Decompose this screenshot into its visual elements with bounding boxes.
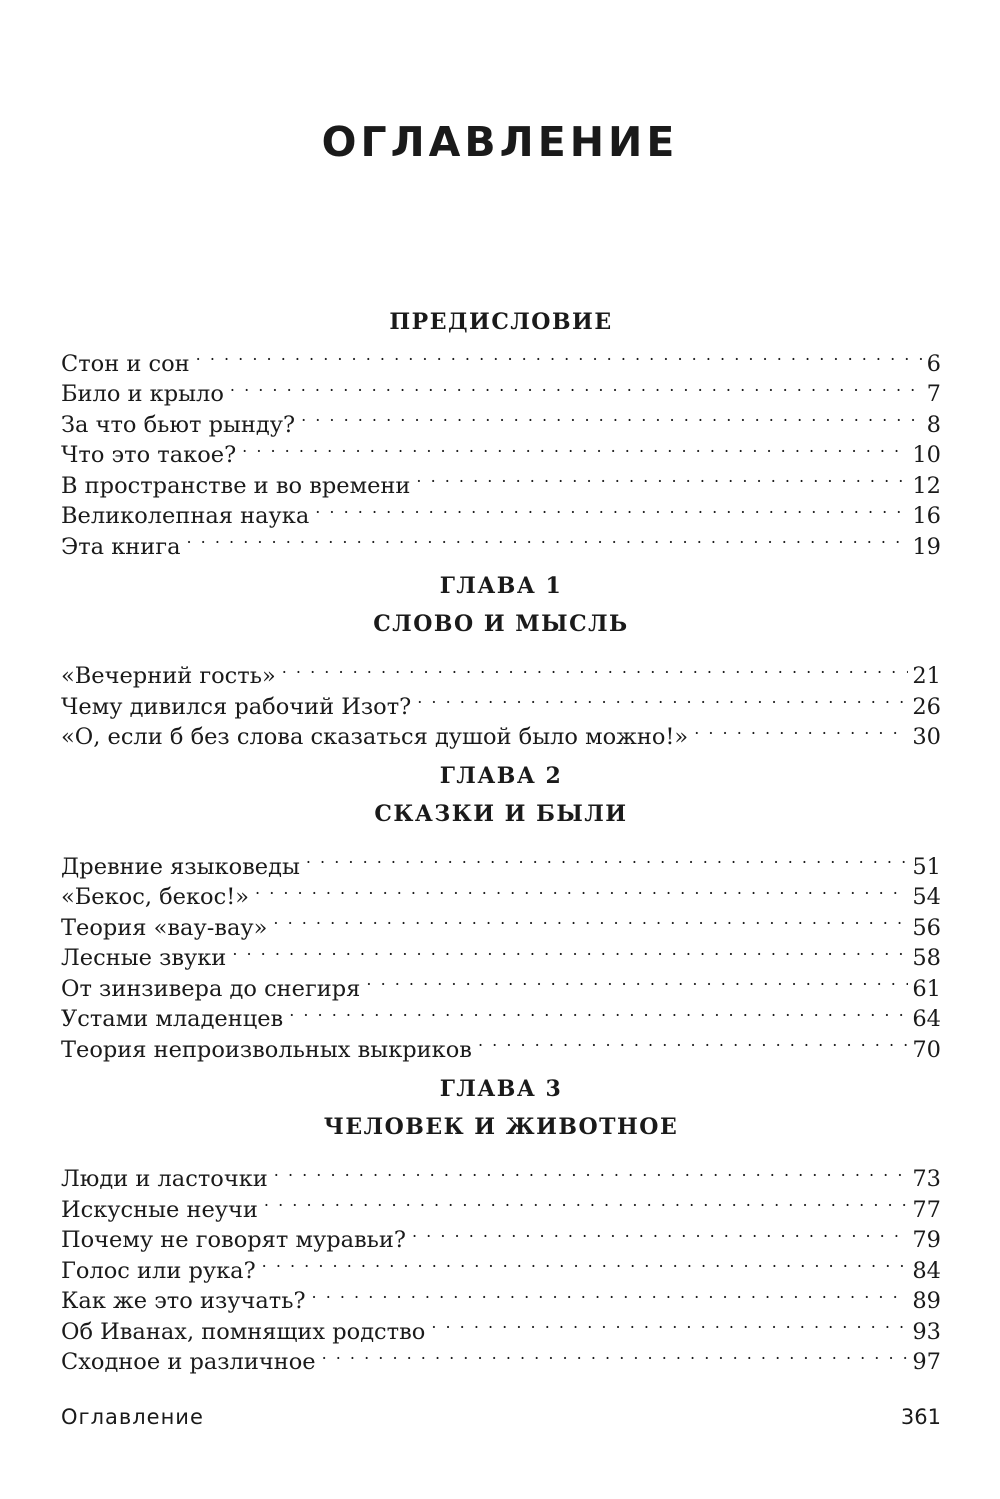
toc-entry-title: Древние языковеды [61, 853, 300, 880]
toc-entry-title: Что это такое? [61, 442, 237, 468]
toc-entry-page: 10 [912, 442, 941, 468]
dot-leader [431, 1308, 908, 1339]
dot-leader [232, 935, 908, 966]
toc-entry-title: Теория «вау-вау» [61, 914, 268, 941]
toc-entry-page: 79 [912, 1227, 941, 1253]
toc-entry-page: 64 [912, 1006, 941, 1032]
section-title: ЧЕЛОВЕК И ЖИВОТНОЕ [323, 1113, 679, 1140]
toc-entry-title: Лесные звуки [61, 945, 227, 971]
toc-entry-page: 97 [912, 1349, 941, 1375]
section-title: ПРЕДИСЛОВИЕ [389, 309, 613, 335]
dot-leader [315, 493, 908, 524]
toc-entry-page: 89 [912, 1288, 941, 1314]
toc-entry-title: От зинзивера до снегиря [61, 975, 361, 1002]
running-footer-label: Оглавление [61, 1405, 204, 1429]
toc-entry-page: 70 [912, 1036, 941, 1063]
toc-entry-page: 73 [912, 1166, 941, 1192]
dot-leader [366, 965, 908, 996]
toc-entry-page: 56 [912, 914, 941, 941]
toc-entry-title: Сходное и различное [61, 1349, 316, 1375]
section-title: СЛОВО И МЫСЛЬ [373, 610, 629, 637]
page-title: ОГЛАВЛЕНИЕ [321, 118, 679, 166]
page-number: 361 [900, 1405, 941, 1429]
toc-entry-page: 21 [912, 663, 941, 689]
dot-leader [306, 843, 908, 874]
toc-entry-page: 6 [926, 350, 941, 377]
toc-section-chapter-1 [61, 571, 941, 750]
table-of-contents [61, 307, 941, 1386]
toc-entry-title: Искусные неучи [61, 1196, 258, 1223]
dot-leader [187, 523, 909, 554]
dot-leader [255, 874, 908, 905]
toc-entry-page: 16 [912, 503, 941, 529]
toc-entry-page: 54 [912, 884, 941, 910]
toc-entry-page: 61 [912, 975, 941, 1002]
dot-leader [273, 904, 908, 935]
toc-entry-title: Великолепная наука [61, 503, 310, 529]
toc-entry-title: «О, если б без слова сказаться душой было можно!» [61, 724, 689, 750]
toc-entry-title: «Бекос, бекос!» [61, 884, 250, 910]
dot-leader [264, 1186, 908, 1217]
toc-entry-title: Стон и сон [61, 350, 190, 377]
toc-entry-title: Как же это изучать? [61, 1288, 306, 1314]
toc-section-chapter-3 [61, 1074, 941, 1375]
toc-entry-title: Об Иванах, помнящих родство [61, 1318, 426, 1345]
toc-entry-page: 93 [912, 1318, 941, 1345]
chapter-number: ГЛАВА 3 [439, 1075, 563, 1102]
toc-entry[interactable] [61, 371, 941, 407]
toc-entry-title: Било и крыло [61, 381, 224, 407]
dot-leader [274, 1156, 909, 1187]
toc-entry[interactable] [61, 653, 941, 689]
dot-leader [312, 1278, 909, 1309]
chapter-number: ГЛАВА 2 [439, 763, 563, 789]
toc-entry-page: 12 [912, 472, 941, 499]
toc-entry[interactable] [61, 340, 941, 377]
toc-entry-page: 84 [912, 1257, 941, 1284]
toc-entry-page: 8 [926, 411, 941, 438]
toc-entry[interactable] [61, 523, 941, 560]
toc-entry-page: 26 [912, 693, 941, 720]
dot-leader [289, 996, 908, 1027]
dot-leader [196, 340, 923, 371]
toc-entry-title: Голос или рука? [61, 1257, 256, 1284]
toc-entry-page: 7 [926, 381, 941, 407]
toc-entry-title: В пространстве и во времени [61, 472, 411, 499]
toc-entry-title: «Вечерний гость» [61, 663, 276, 689]
dot-leader [412, 1217, 908, 1248]
toc-entry-title: Эта книга [61, 533, 181, 560]
toc-section-preface [61, 307, 941, 560]
toc-entry-title: За что бьют рынду? [61, 411, 296, 438]
dot-leader [417, 683, 908, 714]
chapter-number: ГЛАВА 1 [439, 572, 563, 599]
dot-leader [478, 1026, 908, 1057]
dot-leader [322, 1339, 909, 1370]
toc-entry[interactable] [61, 843, 941, 880]
toc-entry-page: 58 [912, 945, 941, 971]
toc-section-chapter-2 [61, 761, 941, 1063]
dot-leader [282, 653, 909, 684]
toc-entry-title: Устами младенцев [61, 1006, 284, 1032]
dot-leader [301, 401, 923, 432]
dot-leader [416, 462, 908, 493]
toc-entry-title: Чему дивился рабочий Изот? [61, 693, 412, 720]
toc-entry-title: Теория непроизвольных выкриков [61, 1036, 472, 1063]
section-title: СКАЗКИ И БЫЛИ [374, 801, 628, 827]
toc-entry-title: Люди и ласточки [61, 1166, 268, 1192]
toc-entry-title: Почему не говорят муравьи? [61, 1227, 406, 1253]
dot-leader [242, 432, 908, 463]
toc-entry-page: 30 [912, 724, 941, 750]
toc-entry-page: 77 [912, 1196, 941, 1223]
toc-entry[interactable] [61, 1156, 941, 1192]
toc-entry-page: 19 [912, 533, 941, 560]
dot-leader [262, 1247, 909, 1278]
dot-leader [230, 371, 923, 402]
toc-entry-page: 51 [912, 853, 941, 880]
dot-leader [694, 714, 908, 745]
